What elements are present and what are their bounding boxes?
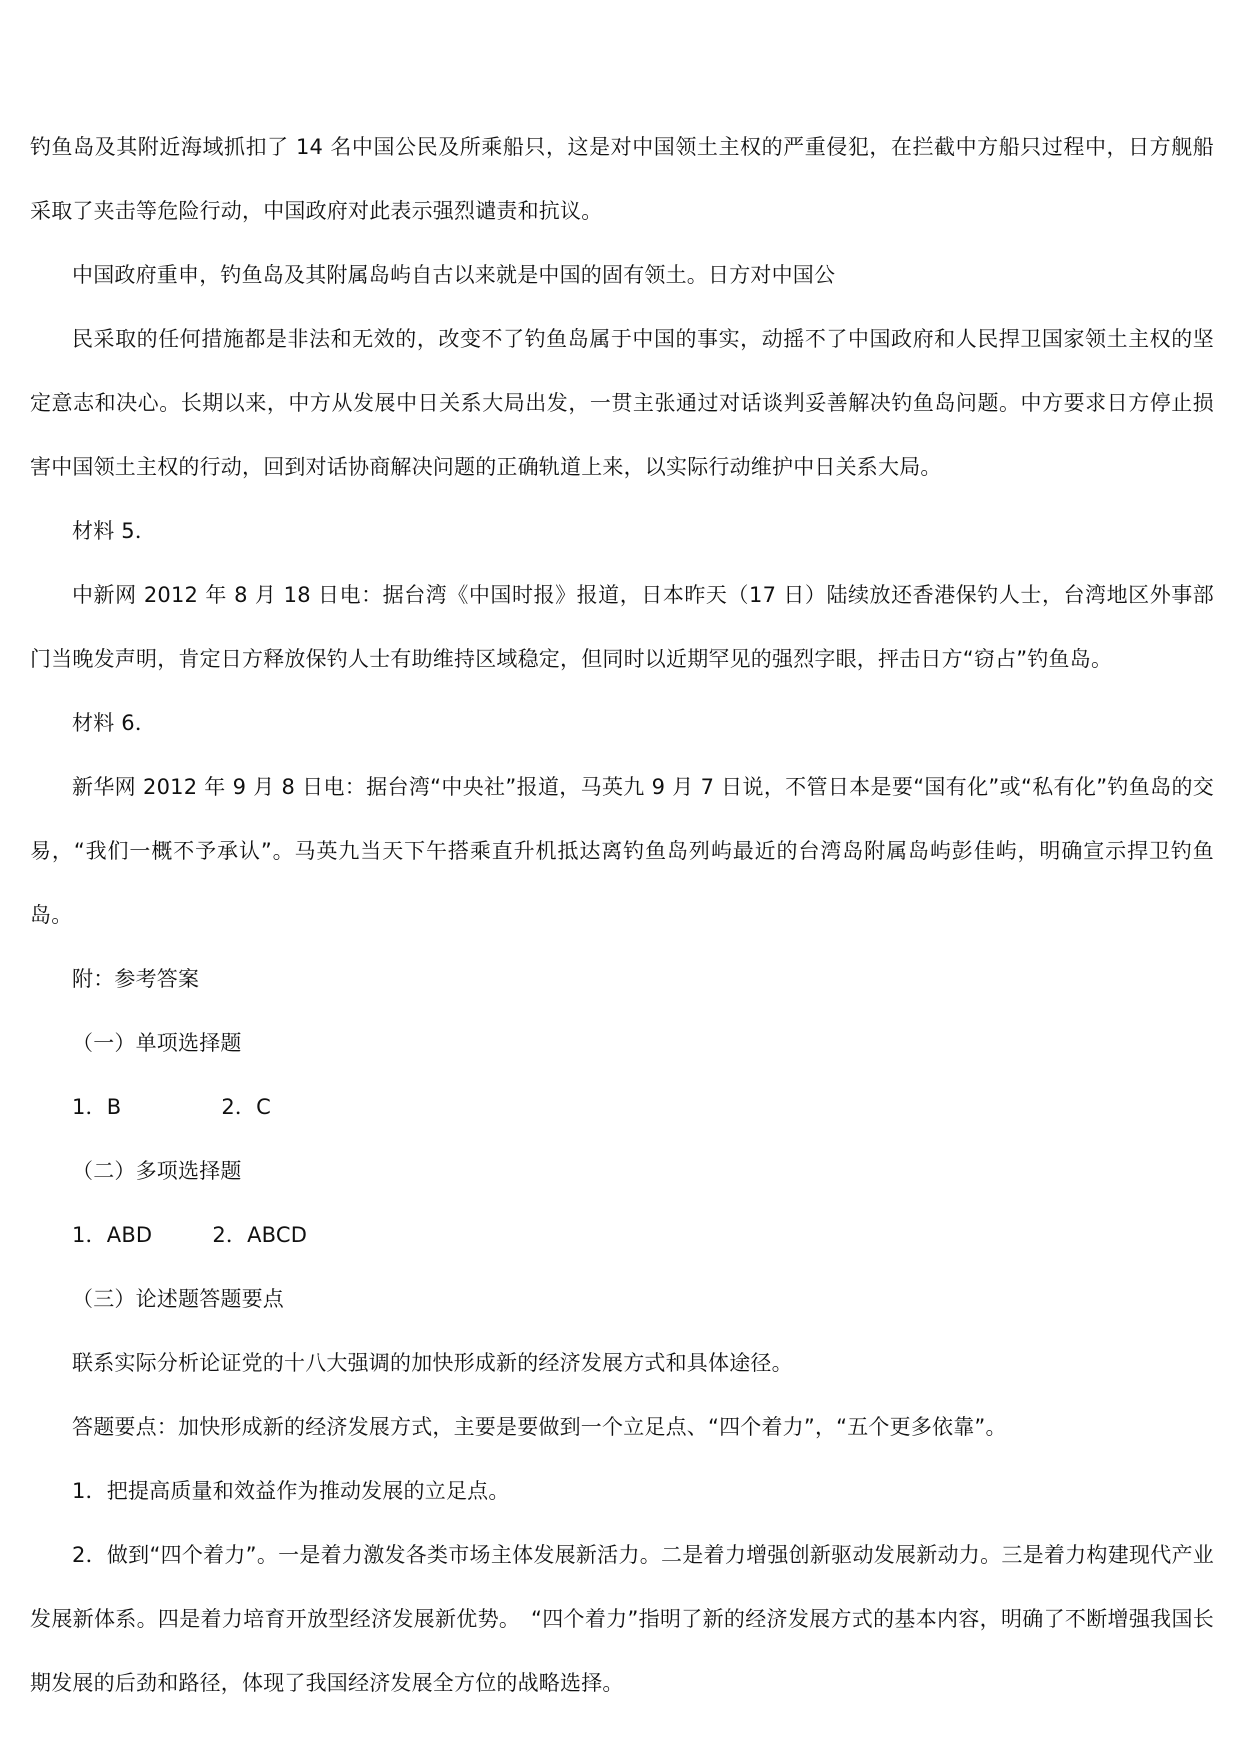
document-body: [30, 115, 1214, 1715]
essay-point-1: 1．把提高质量和效益作为推动发展的立足点。: [72, 1479, 510, 1503]
essay-point-2: 2．做到“四个着力”。一是着力激发各类市场主体发展新活力。二是着力增强创新驱动发展新动力。三是着力构建现代产业发展新体系。四是着力培育开放型经济发展新优势。 “四个着力”指明了新的经济发展方式的基本内容，明确了不断增强我国长期发展的后劲和路径，体现了我国经济发展全方位的战略选择。: [30, 1543, 1214, 1695]
single-answer-1: 1．B: [72, 1095, 122, 1119]
multi-choice-heading: （二）多项选择题: [72, 1159, 242, 1183]
single-answer-2: 2．C: [221, 1095, 271, 1119]
material-5-heading: 材料 5．: [72, 519, 157, 543]
multi-choice-answers: [30, 1203, 1214, 1267]
multi-answer-2: 2．ABCD: [212, 1223, 308, 1247]
paragraph-3: 民采取的任何措施都是非法和无效的，改变不了钓鱼岛属于中国的事实，动摇不了中国政府和人民捍卫国家领土主权的坚定意志和决心。长期以来，中方从发展中日关系大局出发，一贯主张通过对话谈判妥善解决钓鱼岛问题。中方要求日方停止损害中国领土主权的行动，回到对话协商解决问题的正确轨道上来，以实际行动维护中日关系大局。: [30, 327, 1214, 479]
paragraph-2: 中国政府重申，钓鱼岛及其附属岛屿自古以来就是中国的固有领土。日方对中国公: [72, 263, 836, 287]
paragraph-1: 钓鱼岛及其附近海域抓扣了 14 名中国公民及所乘船只，这是对中国领土主权的严重侵犯，在拦截中方船只过程中，日方舰船采取了夹击等危险行动，中国政府对此表示强烈谴责和抗议。: [30, 135, 1214, 223]
essay-heading: （三）论述题答题要点: [72, 1287, 284, 1311]
essay-question: 联系实际分析论证党的十八大强调的加快形成新的经济发展方式和具体途径。: [72, 1351, 793, 1375]
paragraph-7: 新华网 2012 年 9 月 8 日电：据台湾“中央社”报道，马英九 9 月 7 日说，不管日本是要“国有化”或“私有化”钓鱼岛的交易，“我们一概不予承认”。马英九当天下午搭乘直升机抵达离钓鱼岛列屿最近的台湾岛附属岛屿彭佳屿，明确宣示捍卫钓鱼岛。: [30, 775, 1214, 927]
single-choice-heading: （一）单项选择题: [72, 1031, 242, 1055]
material-6-heading: 材料 6．: [72, 711, 157, 735]
answers-heading: 附：参考答案: [72, 967, 200, 991]
multi-answer-1: 1．ABD: [72, 1223, 153, 1247]
essay-answer-intro: 答题要点：加快形成新的经济发展方式，主要是要做到一个立足点、“四个着力”，“五个更多依靠”。: [72, 1415, 1007, 1439]
single-choice-answers: [30, 1075, 1214, 1139]
paragraph-5: 中新网 2012 年 8 月 18 日电：据台湾《中国时报》报道，日本昨天（17 日）陆续放还香港保钓人士，台湾地区外事部门当晚发声明，肯定日方释放保钓人士有助维持区域稳定，但同时以近期罕见的强烈字眼，抨击日方“窃占”钓鱼岛。: [30, 583, 1214, 671]
